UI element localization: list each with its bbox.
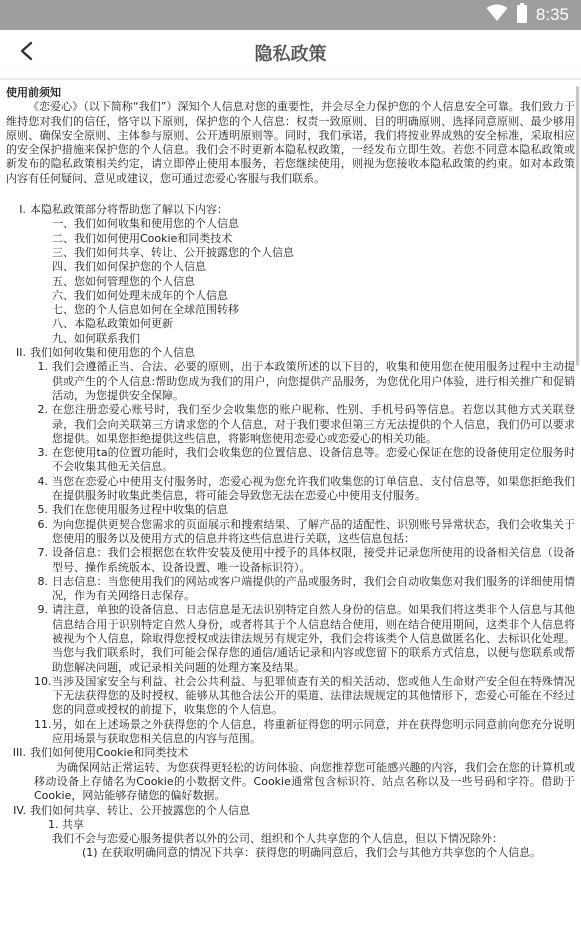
list-item-number: 10. bbox=[34, 674, 52, 688]
list-item bbox=[34, 518, 575, 547]
list-item bbox=[34, 475, 575, 504]
section-heading bbox=[6, 346, 575, 360]
toc-item: 七、您的个人信息如何在全球范围转移 bbox=[52, 303, 239, 317]
list-item-text: 为向您提供更契合您需求的页面展示和搜索结果、了解产品的适配性、识别账号异常状态，我们会收集关于您使用的服务以及使用方式的信息并将这些信息进行关联，这些信息包括： bbox=[52, 517, 575, 545]
section-heading-text: 本隐私政策部分将帮助您了解以下内容： bbox=[30, 203, 228, 217]
toc-item: 八、本隐私政策如何更新 bbox=[52, 317, 173, 331]
subsection-heading: 1. 共享 bbox=[48, 817, 84, 831]
toc-item: 五、您如何管理您的个人信息 bbox=[52, 274, 195, 288]
section-heading-text: 我们如何使用Cookie和同类技术 bbox=[30, 746, 189, 760]
list-item-number: 2. bbox=[37, 403, 48, 417]
section-title: 使用前须知 bbox=[6, 86, 61, 99]
section-number: IV. bbox=[13, 803, 26, 817]
section-heading bbox=[6, 203, 575, 217]
list-item-number: 9. bbox=[37, 603, 48, 617]
section-heading bbox=[6, 746, 575, 760]
toc-item: 九、如何联系我们 bbox=[52, 331, 140, 345]
status-icons bbox=[486, 4, 569, 26]
wifi-icon bbox=[486, 4, 508, 26]
list-item-number: 7. bbox=[37, 546, 48, 560]
sharing-sub-item: (1) 在获取明确同意的情况下共享：获得您的明确同意后，我们会与其他方共享您的个人信息。 bbox=[82, 846, 542, 860]
toc-item: 四、我们如何保护您的个人信息 bbox=[52, 260, 206, 274]
section-heading-text: 我们如何收集和使用您的个人信息 bbox=[30, 346, 195, 360]
list-item bbox=[34, 718, 575, 747]
list-item-text: 另，如在上述场景之外获得您的个人信息，将重新征得您的明示同意，并在获得您明示同意前向您充分说明应用场景与获取您相关信息的内容与范围。 bbox=[52, 717, 575, 746]
collection-list bbox=[6, 360, 575, 746]
list-item-number: 1. bbox=[37, 360, 48, 374]
list-item bbox=[34, 446, 575, 475]
list-item bbox=[34, 546, 575, 575]
toc-item: 二、我们如何使用Cookie和同类技术 bbox=[52, 231, 233, 245]
section-heading-text: 我们如何共享、转让、公开披露您的个人信息 bbox=[30, 803, 250, 817]
section-number: III. bbox=[12, 746, 26, 760]
list-item-text: 在您使用ta的位置功能时，我们会收集您的位置信息、设备信息等。恋爱心保证在您的设备使用定位服务时不会收集其他无关信息。 bbox=[52, 446, 575, 474]
list-item-number: 6. bbox=[37, 517, 48, 531]
list-item-text: 请注意，单独的设备信息、日志信息是无法识别特定自然人身份的信息。如果我们将这类非个人信息与其他信息结合用于识别特定自然人身份，或者将其于个人信息结合使用，则在结合使用期间，这类非个人信息将被视为个人信息，除取得您授权或法律法规另有规定外，我们会将该类个人信息做匿名化、去标识化处理。当您与我们联系时，我们可能会保存您的通信/通话记录和内容或您留下的联系方式信息，以便与您联系或帮助您解决问题，或记录相关问题的处理方案及结果。 bbox=[52, 603, 575, 674]
list-item bbox=[34, 603, 575, 674]
list-item-number: 3. bbox=[37, 446, 48, 460]
section-heading bbox=[6, 804, 575, 818]
list-item bbox=[34, 360, 575, 403]
table-of-contents bbox=[6, 217, 575, 346]
list-item bbox=[34, 403, 575, 446]
sharing-paragraph: 我们不会与恋爱心服务提供者以外的公司、组织和个人共享您的个人信息，但以下情况除外： bbox=[52, 832, 503, 846]
toc-item: 三、我们如何共享、转让、公开披露您的个人信息 bbox=[52, 245, 294, 259]
list-item bbox=[34, 575, 575, 604]
status-time: 8:35 bbox=[535, 5, 569, 24]
battery-icon bbox=[516, 3, 528, 27]
list-item-number: 5. bbox=[37, 503, 48, 517]
list-item bbox=[34, 503, 575, 517]
policy-content[interactable] bbox=[0, 86, 581, 930]
cookie-paragraph: 为确保网站正常运转、为您获得更轻松的访问体验、向您推荐您可能感兴趣的内容，我们会在您的计算机或移动设备上存储名为Cookie的小数据文件。Cookie通常包含标识符、站点名称以及一些号码和字符。借助于Cookie，网站能够存储您的偏好数据。 bbox=[34, 760, 575, 803]
list-item-text: 我们会遵循正当、合法、必要的原则，出于本政策所述的以下目的，收集和使用您在使用服务过程中主动提供或产生的个人信息:帮助您成为我们的用户，向您提供产品服务，为您优化用户体验，进行相关推广和促销活动，为您提供安全保障。 bbox=[52, 360, 575, 402]
app-bar bbox=[0, 30, 581, 74]
list-item-number: 4. bbox=[37, 474, 48, 488]
toc-item: 六、我们如何处理未成年的个人信息 bbox=[52, 288, 228, 302]
scrollbar[interactable] bbox=[576, 86, 579, 366]
page-title: 隐私政策 bbox=[254, 44, 327, 65]
list-item-text: 当您在恋爱心中使用支付服务时，恋爱心视为您允许我们收集您的订单信息、支付信息等，如果您拒绝我们在提供服务时收集此类信息，将可能会导致您无法在恋爱心中使用支付服务。 bbox=[52, 474, 575, 503]
intro-paragraph: 《恋爱心》（以下简称“我们”）深知个人信息对您的重要性，并会尽全力保护您的个人信息安全可靠。我们致力于维持您对我们的信任，恪守以下原则，保护您的个人信息：权责一致原则、目的明确原则、选择同意原则、最少够用原则、确保安全原则、主体参与原则、公开透明原则等。同时，我们承诺，我们将按业界成熟的安全标准，采取相应的安全保护措施来保护您的个人信息。我们会不时更新本隐私权政策，一经发布立即生效。若您不同意本隐私政策或新发布的隐私政策相关约定，请立即停止使用本服务，若您继续使用，则视为您接收本隐私政策的约束。如对本政策内容有任何疑问、意见或建议，您可通过恋爱心客服与我们联系。 bbox=[6, 100, 575, 185]
section-number: II. bbox=[16, 346, 26, 360]
list-item-text: 日志信息：当您使用我们的网站或客户端提供的产品或服务时，我们会自动收集您对我们服务的详细使用情况，作为有关网络日志保存。 bbox=[52, 574, 575, 603]
list-item-number: 11. bbox=[34, 717, 52, 731]
list-item-text: 设备信息：我们会根据您在软件安装及使用中授予的具体权限，接受并记录您所使用的设备相关信息（设备型号、操作系统版本、设备设置、唯一设备标识符）。 bbox=[52, 546, 575, 574]
list-item-text: 当涉及国家安全与利益、社会公共利益、与犯罪侦查有关的相关活动、您或他人生命财产安全但在特殊情况下无法获得您的及时授权、能够从其他合法公开的渠道、法律法规规定的其他情形下，恋爱心可能在不经过您的同意或授权的前提下，收集您的个人信息。 bbox=[52, 674, 575, 717]
header-divider bbox=[0, 78, 581, 80]
toc-item: 一、我们如何收集和使用您的个人信息 bbox=[52, 217, 239, 231]
list-item bbox=[34, 675, 575, 718]
list-item-text: 在您注册恋爱心账号时，我们至少会收集您的账户昵称、性别、手机号码等信息。若您以其他方式关联登录，我们会向关联第三方请求您的个人信息，对于我们要求但第三方无法提供的个人信息，我们仍可以要求您提供。如果您拒绝提供这些信息，将影响您使用恋爱心或恋爱心的相关功能。 bbox=[52, 403, 575, 445]
policy-sections bbox=[6, 203, 575, 861]
list-item-text: 我们在您使用服务过程中收集的信息 bbox=[52, 503, 228, 517]
list-item-number: 8. bbox=[37, 574, 48, 588]
section-number: I. bbox=[19, 203, 26, 217]
status-bar bbox=[0, 0, 581, 30]
